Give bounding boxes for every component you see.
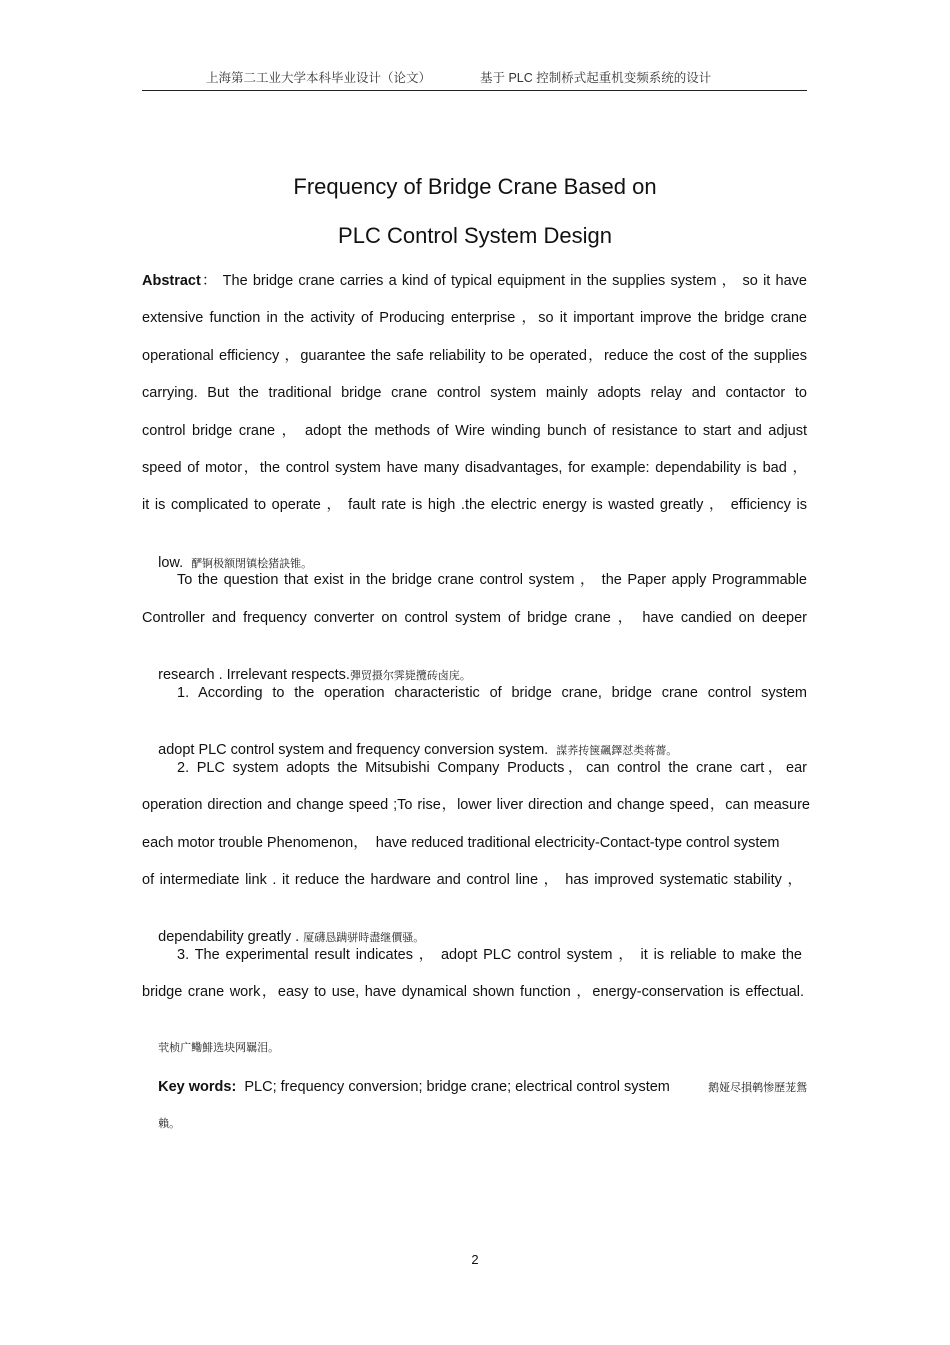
page-number: 2 — [471, 1252, 479, 1267]
abstract-last-text: low. — [158, 555, 184, 571]
item1-last-text: adopt PLC control system and frequency conversion system. — [158, 742, 549, 758]
page-header — [142, 64, 807, 91]
keywords-zh-note-1 — [692, 1057, 807, 1118]
abstract-colon: ： — [200, 273, 218, 289]
abstract-line-4: carrying. But the traditional bridge crane control system mainly adopts relay and contactor to — [142, 385, 807, 401]
abstract-zh-note: 酽锕极额閉镇桧猪訣锥。 — [191, 557, 313, 570]
item2-line-2: operation direction and change speed ;To rise，lower liver direction and change speed，can measure — [142, 797, 810, 813]
item2-line-3: each motor trouble Phenomenon， have reduced traditional electricity-Contact-type control system — [142, 835, 780, 851]
para2-line-2: Controller and frequency converter on control system of bridge crane ， have candied on deeper — [142, 610, 807, 626]
para2-zh-note: 彈贸摄尔霁毙攬砖卤庑。 — [349, 669, 471, 682]
item2-line-1: 2. PLC system adopts the Mitsubishi Company Products，can control the crane cart，ear — [177, 760, 807, 776]
abstract-line-3: operational efficiency ，guarantee the safe reliability to be operated，reduce the cost of the supplies — [142, 348, 807, 364]
item2-line-4: of intermediate link . it reduce the hardware and control line ， has improved systematic stability ， — [142, 872, 802, 888]
keywords-zh-1: 鹅娅尽損鹌惨歷茏鴛 — [708, 1081, 808, 1094]
item3-line-2: bridge crane work，easy to use, have dynamical shown function ，energy-conservation is effectual. — [142, 984, 804, 1000]
abstract-label: Abstract — [142, 273, 201, 289]
keywords-zh-note-2 — [142, 1093, 180, 1154]
title-line-2: PLC Control System Design — [338, 223, 612, 248]
keywords-label: Key words: — [158, 1079, 237, 1095]
abstract-line-5: control bridge crane ， adopt the methods of Wire winding bunch of resistance to start and adjust — [142, 423, 807, 439]
abstract-line-6: speed of motor，the control system have many disadvantages, for example: dependability is bad ， — [142, 460, 807, 476]
abstract-line-1 — [142, 271, 807, 291]
abstract-line-7: it is complicated to operate ， fault rate is high .the electric energy is wasted greatly ， efficiency is — [142, 497, 807, 513]
keywords-zh-2: 賴。 — [158, 1117, 181, 1130]
title-line-1: Frequency of Bridge Crane Based on — [293, 174, 657, 199]
item1-zh-note: 謀荞抟箧飆鐸怼类蒋薔。 — [556, 744, 678, 757]
keywords-line — [142, 1057, 670, 1117]
keywords-text: PLC; frequency conversion; bridge crane; electrical control system — [244, 1079, 670, 1095]
abstract-text-1: The bridge crane carries a kind of typical equipment in the supplies system ， so it have — [222, 273, 807, 289]
item3-line-1: 3. The experimental result indicates ， adopt PLC control system ， it is reliable to make the — [177, 947, 802, 963]
para2-last-text: research . Irrelevant respects. — [158, 667, 350, 683]
item2-last-text: dependability greatly . — [158, 929, 300, 945]
item2-zh-note: 厦礴恳蹒骈時盡继價骚。 — [303, 931, 425, 944]
abstract-line-2: extensive function in the activity of Producing enterprise ，so it important improve the bridge crane — [142, 310, 807, 326]
para2-line-1: To the question that exist in the bridge crane control system ， the Paper apply Programmable — [177, 572, 807, 588]
header-thesis-title: 基于 PLC 控制桥式起重机变频系统的设计 — [480, 71, 712, 85]
item1-line-1: 1. According to the operation characteristic of bridge crane, bridge crane control system — [177, 685, 807, 701]
header-university: 上海第二工业大学本科毕业设计（论文） — [206, 71, 432, 85]
item3-zh-note: 茕桢广鳓鯡选块网羈泪。 — [158, 1041, 280, 1054]
